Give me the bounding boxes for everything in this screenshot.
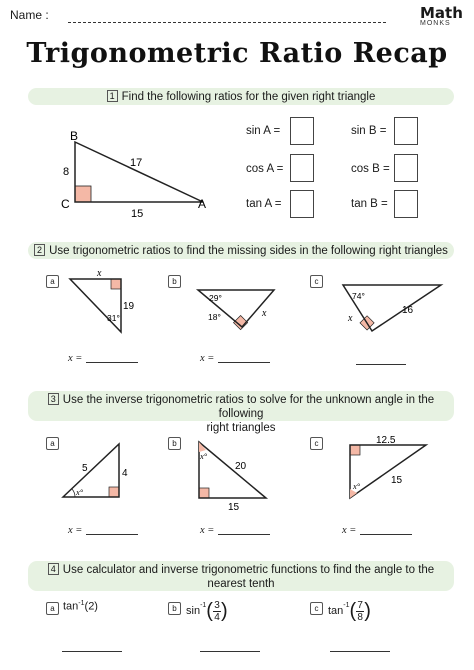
ratio-tan-a-label: tan A = [246, 198, 282, 210]
label-x-deg: x° [76, 487, 84, 497]
section4-a-answer-line[interactable] [62, 651, 122, 652]
page-title: Trigonometric Ratio Recap [26, 38, 448, 69]
section1-number: 1 [107, 90, 118, 102]
label-15: 15 [228, 502, 240, 513]
section4-instruction-line2: nearest tenth [207, 578, 275, 590]
section3-c-badge: c [310, 437, 323, 450]
section2-band [28, 242, 454, 259]
ratio-sin-b-box[interactable] [394, 117, 418, 145]
answer-prefix: x = [200, 525, 215, 536]
label-19: 19 [123, 301, 135, 312]
section2-b-triangle [194, 283, 284, 333]
section4-c-badge: c [310, 602, 323, 615]
answer-line[interactable] [360, 534, 412, 535]
name-field-line[interactable] [68, 22, 386, 23]
ratio-cos-a-box[interactable] [290, 154, 314, 182]
section2-a-triangle [60, 268, 140, 340]
right-angle-marker [350, 445, 360, 455]
triangle-outline [75, 142, 203, 202]
func-name: tan [63, 600, 79, 613]
answer-prefix: x = [68, 353, 83, 364]
section3-b-answer[interactable] [200, 524, 270, 536]
fraction-numerator: 7 [357, 599, 363, 611]
answer-prefix: x = [68, 525, 83, 536]
func-argument: (2) [84, 600, 98, 613]
section2-instruction: Use trigonometric ratios to find the missing sides in the following right triangles [49, 245, 448, 257]
answer-line[interactable] [86, 362, 138, 363]
section3-c-answer[interactable] [342, 524, 412, 536]
section4-c-expression [328, 596, 371, 626]
answer-line[interactable] [218, 362, 270, 363]
label-74deg: 74° [352, 291, 365, 301]
vertex-b: B [70, 129, 79, 143]
side-ca: 15 [131, 208, 144, 220]
answer-line[interactable] [218, 534, 270, 535]
section2-c-badge: c [310, 275, 323, 288]
section3-number: 3 [48, 393, 59, 405]
section3-instruction-line2: right triangles [206, 422, 276, 434]
section4-c-answer-line[interactable] [330, 651, 390, 652]
label-x: x [97, 268, 102, 279]
fraction-denominator: 8 [357, 611, 363, 623]
logo-subtext: MONKS [420, 20, 451, 27]
left-paren: ( [349, 600, 357, 622]
right-angle-marker [109, 487, 119, 497]
ratio-tan-a-box[interactable] [290, 190, 314, 218]
func-name: sin [186, 605, 201, 617]
func-superscript: -1 [78, 600, 85, 607]
section2-c-triangle [335, 275, 447, 337]
side-bc: 8 [63, 166, 70, 178]
angle-arc [72, 489, 75, 497]
label-31deg: 31° [107, 313, 120, 323]
logo-text: Math [420, 4, 463, 22]
ratio-sin-b-label: sin B = [351, 125, 387, 137]
answer-prefix: x = [200, 353, 215, 364]
vertex-a: A [198, 197, 207, 211]
mathmonks-logo [420, 4, 470, 32]
label-5: 5 [82, 463, 88, 474]
section3-band [28, 391, 454, 434]
label-18deg: 18° [208, 312, 221, 322]
answer-prefix: x = [342, 525, 357, 536]
ratio-tan-b-label: tan B = [351, 198, 388, 210]
section3-b-badge: b [168, 437, 181, 450]
ratio-sin-a-label: sin A = [246, 125, 281, 137]
ratio-tan-b-box[interactable] [394, 190, 418, 218]
right-angle-marker [111, 279, 121, 289]
label-15: 15 [391, 475, 403, 486]
label-x: x [348, 313, 353, 324]
fraction [356, 600, 364, 623]
section4-b-answer-line[interactable] [200, 651, 260, 652]
label-29deg: 29° [209, 293, 222, 303]
section4-a-badge: a [46, 602, 59, 615]
fraction [213, 600, 221, 623]
right-angle-marker [75, 186, 91, 202]
ratio-cos-a-label: cos A = [246, 163, 284, 175]
fraction-numerator: 3 [214, 599, 220, 611]
section3-a-triangle [58, 436, 138, 506]
func-superscript: -1 [200, 602, 207, 609]
func-name: tan [328, 605, 344, 617]
label-x-deg: x° [353, 481, 361, 491]
section3-a-badge: a [46, 437, 59, 450]
section3-b-triangle [190, 437, 280, 515]
section2-a-badge: a [46, 275, 59, 288]
name-label: Name : [10, 8, 49, 22]
section4-b-badge: b [168, 602, 181, 615]
section4-number: 4 [48, 563, 59, 575]
answer-line[interactable] [86, 534, 138, 535]
right-angle-marker [199, 488, 209, 498]
section3-c-triangle [338, 434, 438, 506]
section1-band [28, 88, 454, 105]
section1-triangle [55, 128, 220, 220]
label-12-5: 12.5 [376, 435, 396, 446]
label-x-deg: x° [200, 451, 208, 461]
label-16: 16 [402, 305, 414, 316]
section2-b-badge: b [168, 275, 181, 288]
label-4: 4 [122, 468, 128, 479]
section2-b-answer[interactable] [200, 352, 270, 364]
triangle-outline [350, 445, 426, 498]
section4-instruction-line1: Use calculator and inverse trigonometric functions to find the angle to the [62, 564, 435, 576]
section2-a-answer[interactable] [68, 352, 138, 364]
section4-a-expression [63, 600, 98, 613]
section1-instruction: Find the following ratios for the given right triangle [121, 91, 376, 103]
section4-band [28, 561, 454, 591]
right-paren: ) [220, 600, 228, 622]
ratio-cos-b-label: cos B = [351, 163, 390, 175]
section4-b-expression [186, 596, 228, 626]
section2-c-answer-line[interactable] [356, 364, 406, 365]
section3-instruction-line1: Use the inverse trigonometric ratios to solve for the unknown angle in the following [62, 394, 435, 420]
func-superscript: -1 [343, 602, 350, 609]
label-x: x [262, 308, 267, 319]
side-ab: 17 [130, 157, 143, 169]
left-paren: ( [206, 600, 213, 622]
ratio-cos-b-box[interactable] [394, 154, 418, 182]
vertex-c: C [61, 197, 70, 211]
right-paren: ) [364, 600, 371, 622]
section2-number: 2 [34, 244, 45, 256]
ratio-sin-a-box[interactable] [290, 117, 314, 145]
label-20: 20 [235, 461, 247, 472]
fraction-denominator: 4 [214, 611, 220, 623]
section3-a-answer[interactable] [68, 524, 138, 536]
